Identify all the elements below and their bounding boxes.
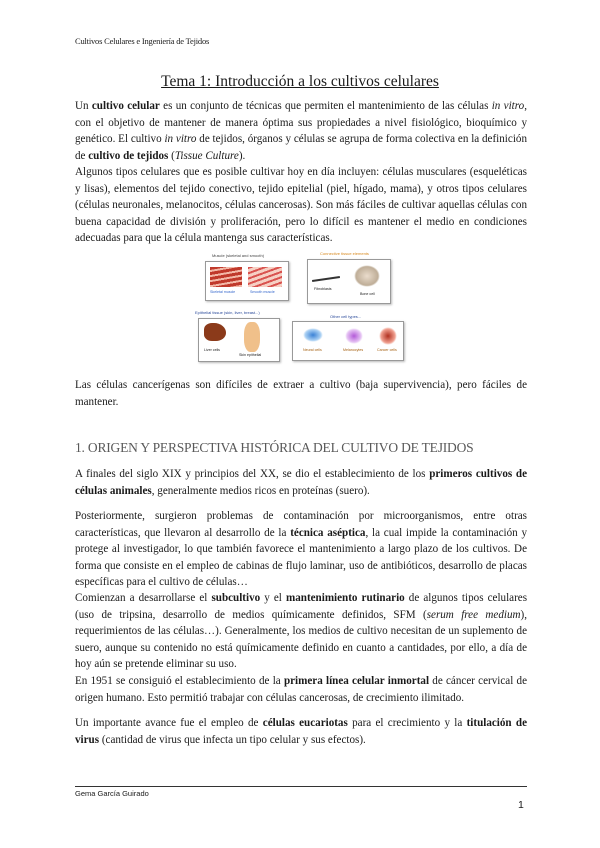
- figure-label: Liver cells: [204, 348, 220, 352]
- figure-label: Fibroblasts: [314, 287, 332, 291]
- page-title: Tema 1: Introducción a los cultivos celulares: [161, 73, 439, 90]
- figure-label: Melanocytes: [343, 348, 364, 352]
- figure-label: Smooth muscle: [250, 290, 275, 294]
- figure-caption: Epithelial tissue (skin, liver, breast...): [195, 310, 260, 315]
- text-run: Algunos tipos celulares que es posible cultivar hoy en día incluyen: células musculares (esqueléticas y lisas), elementos del tejido conectivo, tejido epitelial (piel, hígado, mama), y otros tipos celulares (células neuronales, melanocitos, células cancerosas). Son más fáciles de cultivar aquellas células con buena capacidad de división y proliferación, pero lo difícil es mantener el medio en condiciones adecuadas para que la célula mantenga sus características.: [75, 166, 527, 245]
- figure-label: Cancer cells: [377, 348, 397, 352]
- paragraph: [75, 98, 527, 164]
- figure-caption: Muscle (skeletal and smooth): [212, 253, 265, 258]
- text-run: , la cual impide la contaminación y protege al investigador, lo que también favorece el mantenimiento a largo plazo de los cultivos. De forma que consiste en el empleo de cabinas de flujo laminar, uso de antibióticos, desarrollo de placas específicas para el cultivo de células…: [75, 526, 528, 589]
- paragraph: [75, 466, 527, 499]
- bold-term: subcultivo: [211, 592, 261, 604]
- text-run: es un conjunto de técnicas que permiten el mantenimiento de las células: [159, 100, 492, 112]
- text-run: , con el objetivo de mantener de manera óptima sus propiedades a nivel fisiológico, bioquímico y genético. El cultivo: [75, 100, 527, 146]
- italic-term: in vitro: [491, 100, 525, 112]
- cell-types-figure: [195, 250, 405, 362]
- italic-term: Tissue Culture: [174, 149, 239, 162]
- running-header: Cultivos Celulares e Ingeniería de Tejidos: [75, 36, 210, 46]
- liver-image: [204, 323, 226, 341]
- paragraph: [75, 715, 527, 748]
- text-run: ), requerimientos de las células…). Generalmente, los medios de cultivo necesitan de un suplemento de suero, aunque su contenido no está químicamente definido en cuanto a cantidades, por ello, a día de hoy aún se pretende eliminar su uso.: [75, 608, 528, 671]
- text-run: , generalmente medios ricos en proteínas (suero).: [151, 484, 370, 497]
- smooth-muscle-image: [248, 267, 282, 287]
- paragraph: [75, 508, 527, 591]
- figure-label: Skeletal muscle: [210, 290, 236, 294]
- bold-term: cultivo celular: [91, 100, 160, 112]
- italic-term: serum free medium: [426, 608, 521, 621]
- figure-label: Bone cell: [360, 292, 375, 296]
- cancer-cell-image: [379, 327, 397, 345]
- text-run: ).: [238, 149, 246, 162]
- figure-label: Skin epithelial: [239, 353, 262, 357]
- paragraph: [75, 164, 527, 247]
- bone-cell-image: [354, 265, 380, 287]
- text-run: Un: [75, 100, 92, 112]
- text-run: de algunos tipos celulares (uso de tripsina, desarrollo de medios químicamente definidos, SFM (: [75, 592, 528, 621]
- bold-term: células eucariotas: [262, 717, 348, 729]
- text-run: (cantidad de virus que infecta un tipo celular y sus efectos).: [99, 733, 366, 746]
- epithelial-panel: [198, 318, 280, 362]
- fibroblast-image: [312, 276, 340, 282]
- figure-caption: Connective tissue elements: [320, 251, 369, 256]
- paragraph: [75, 590, 527, 673]
- section-heading: 1. ORIGEN Y PERSPECTIVA HISTÓRICA DEL CULTIVO DE TEJIDOS: [75, 440, 474, 455]
- connective-panel: [307, 259, 391, 304]
- bold-term: técnica aséptica: [290, 526, 366, 539]
- text-run: de cáncer cervical de origen humano. Esto permitió trabajar con células cancerosas, de crecimiento ilimitado.: [75, 675, 527, 704]
- bold-term: mantenimiento rutinario: [285, 592, 405, 604]
- footer-divider: [75, 786, 527, 787]
- skin-image: [244, 322, 260, 352]
- other-cells-panel: [292, 321, 404, 361]
- page-number: 1: [518, 799, 524, 811]
- bold-term: primera línea celular inmortal: [283, 675, 430, 687]
- bold-term: primeros cultivos de células animales: [75, 468, 527, 497]
- skeletal-muscle-image: [210, 267, 242, 287]
- paragraph: [75, 377, 527, 410]
- bold-term: titulación de virus: [75, 717, 527, 746]
- text-run: Posteriormente, surgieron problemas de contaminación por microorganismos, entre otras características, que llevaron al desarrollo de la: [75, 510, 527, 539]
- paragraph: [75, 673, 527, 706]
- text-run: (: [168, 149, 175, 162]
- neural-cell-image: [303, 328, 323, 342]
- melanocyte-image: [345, 328, 363, 344]
- text-run: de tejidos, órganos y células se agrupa de forma colectiva en la definición de: [75, 133, 527, 162]
- text-run: Un importante avance fue el empleo de: [75, 717, 263, 729]
- text-run: para el crecimiento y la: [347, 717, 467, 729]
- text-run: Comienzan a desarrollarse el: [75, 592, 212, 604]
- footer-author: Gema García Guirado: [75, 789, 149, 798]
- text-run: En 1951 se consiguió el establecimiento de la: [75, 675, 284, 687]
- muscle-panel: [205, 261, 289, 301]
- figure-caption: Other cell types...: [330, 314, 362, 319]
- italic-term: in vitro: [164, 133, 197, 146]
- bold-term: cultivo de tejidos: [88, 149, 169, 162]
- figure-label: Neural cells: [303, 348, 322, 352]
- text-run: Las células cancerígenas son difíciles de extraer a cultivo (baja supervivencia), pero fáciles de mantener.: [75, 379, 527, 408]
- text-run: A finales del siglo XIX y principios del XX, se dio el establecimiento de los: [75, 468, 430, 480]
- text-run: y el: [260, 592, 286, 604]
